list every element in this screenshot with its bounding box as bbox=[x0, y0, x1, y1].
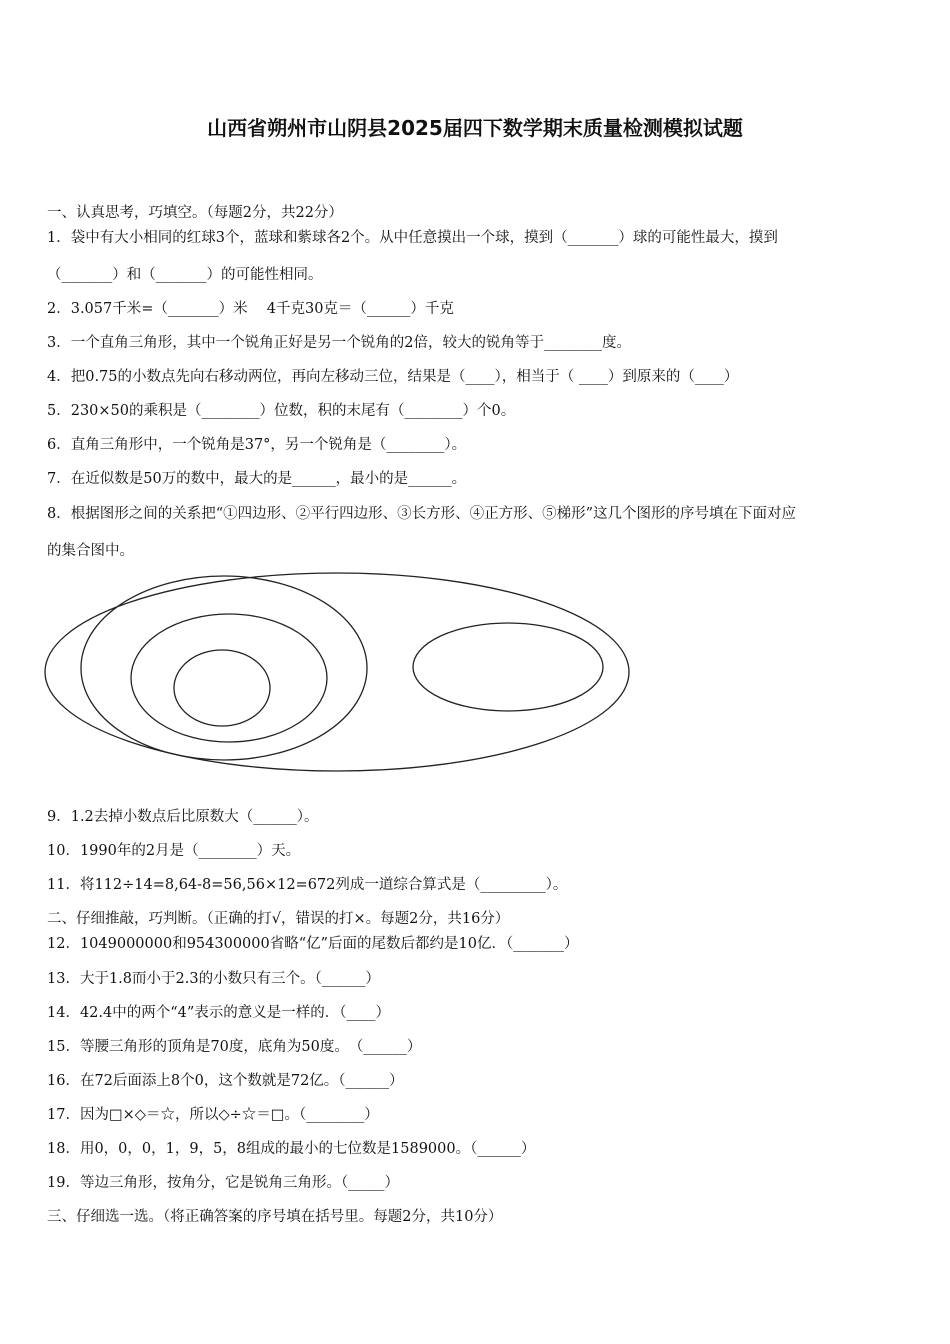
question-8-line-2: 的集合图中。 bbox=[47, 543, 134, 559]
question-15: 15．等腰三角形的顶角是70度，底角为50度。 （______） bbox=[47, 1039, 422, 1055]
venn-set-diagram bbox=[0, 560, 680, 780]
question-8-line-1: 8．根据图形之间的关系把“①四边形、②平行四边形、③长方形、④正方形、⑤梯形”这几个图形的序号填在下面对应 bbox=[47, 506, 797, 522]
question-4: 4．把0.75的小数点先向右移动两位，再向左移动三位，结果是（____），相当于（ ____）到原来的（____） bbox=[47, 369, 739, 385]
question-2: 2．3.057千米=（_______）米 4千克30克＝（______）千克 bbox=[47, 301, 454, 317]
set-right-ellipse bbox=[413, 623, 603, 711]
question-14: 14．42.4中的两个“4”表示的意义是一样的．（____） bbox=[47, 1005, 391, 1021]
question-18: 18．用0，0，0，1，9，5，8组成的最小的七位数是1589000。（______） bbox=[47, 1141, 536, 1157]
section-1-header: 一、认真思考，巧填空。（每题2分，共22分） bbox=[47, 205, 343, 221]
question-11: 11．将112÷14=8,64-8=56,56×12=672列成一道综合算式是（_________）。 bbox=[47, 877, 568, 893]
section-3-header: 三、仔细选一选。（将正确答案的序号填在括号里。每题2分，共10分） bbox=[47, 1209, 503, 1225]
set-second-ellipse bbox=[81, 576, 367, 760]
question-9: 9．1.2去掉小数点后比原数大（______）。 bbox=[47, 809, 319, 825]
question-17: 17．因为□×◇＝☆，所以◇÷☆＝□。（________） bbox=[47, 1107, 379, 1123]
set-inner-circle bbox=[174, 650, 270, 726]
set-third-ellipse bbox=[131, 614, 327, 742]
question-13: 13．大于1.8而小于2.3的小数只有三个。（______） bbox=[47, 971, 380, 987]
question-16: 16．在72后面添上8个0，这个数就是72亿。（______） bbox=[47, 1073, 404, 1089]
question-6: 6．直角三角形中，一个锐角是37°，另一个锐角是（________）。 bbox=[47, 437, 467, 453]
question-7: 7．在近似数是50万的数中，最大的是______，最小的是______。 bbox=[47, 471, 467, 487]
question-10: 10．1990年的2月是（________）天。 bbox=[47, 843, 301, 859]
question-3: 3．一个直角三角形，其中一个锐角正好是另一个锐角的2倍，较大的锐角等于________度。 bbox=[47, 335, 631, 351]
section-2-header: 二、仔细推敲，巧判断。（正确的打√，错误的打×。每题2分，共16分） bbox=[47, 911, 510, 927]
question-19: 19．等边三角形，按角分，它是锐角三角形。（_____） bbox=[47, 1175, 399, 1191]
page-title: 山西省朔州市山阴县2025届四下数学期末质量检测模拟试题 bbox=[207, 116, 743, 140]
question-5: 5．230×50的乘积是（________）位数，积的末尾有（________）个0。 bbox=[47, 403, 516, 419]
question-1-line-1: 1．袋中有大小相同的红球3个，蓝球和紫球各2个。从中任意摸出一个球，摸到（_______）球的可能性最大，摸到 bbox=[47, 230, 778, 246]
set-outer-ellipse bbox=[45, 573, 629, 771]
question-1-line-2: （_______）和（_______）的可能性相同。 bbox=[47, 267, 323, 283]
question-12: 12．1049000000和954300000省略“亿”后面的尾数后都约是10亿．（_______） bbox=[47, 936, 579, 952]
